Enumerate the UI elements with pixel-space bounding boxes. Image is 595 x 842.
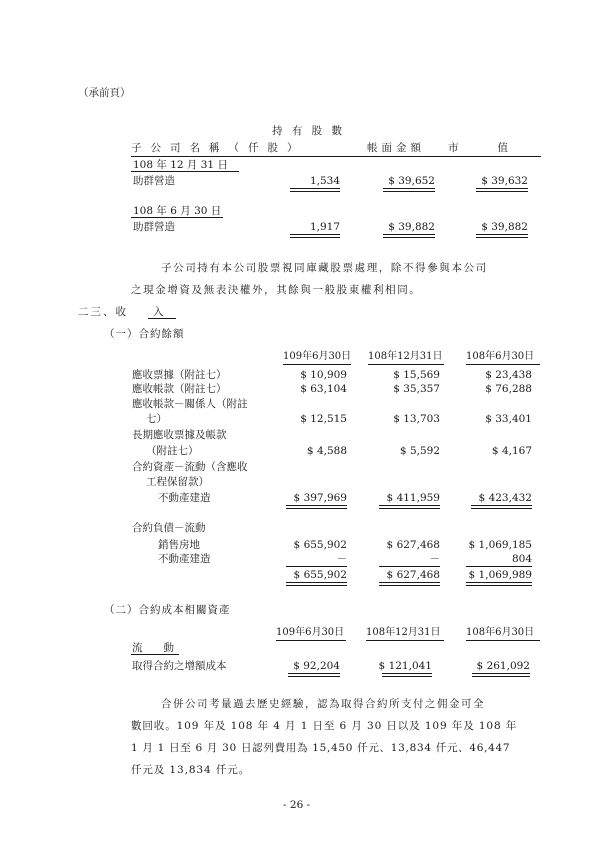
row2-market: $ 39,882	[481, 221, 528, 233]
row-notes-receivable: 應收票據（附註七）	[132, 369, 227, 381]
final-para-line-4: 仟元及 13,834 仟元。	[131, 764, 251, 776]
cb-header-2020-06-30: 109年6月30日	[283, 351, 352, 362]
cb-r3-c1: $ 12,515	[300, 413, 347, 425]
cb-total-c1: $ 655,902	[293, 569, 347, 581]
row-lt-receivable-label1: 長期應收票據及帳款	[132, 429, 227, 441]
cc-c3: $ 261,092	[476, 660, 530, 672]
cc-rule-2	[382, 673, 432, 677]
header-rule	[131, 156, 541, 157]
row-lt-receivable-label2: （附註七）	[146, 445, 199, 457]
contract-asset-label1: 合約資產－流動（含應收	[132, 461, 248, 473]
cb-r3-c3: $ 33,401	[485, 413, 532, 425]
date-2019-06-30: 108 年 6 月 30 日	[133, 205, 222, 217]
cb-liab1-c3: $ 1,069,185	[468, 539, 532, 551]
cb-r2-c1: $ 63,104	[300, 383, 347, 395]
cb-total-c3: $ 1,069,989	[468, 569, 532, 581]
cb-liab1-c2: $ 627,468	[386, 539, 440, 551]
row-accounts-receivable: 應收帳款（附註七）	[132, 383, 227, 395]
cb-header-rule-2	[368, 364, 444, 365]
cc-rule-3	[472, 673, 530, 677]
shares-header: 持 有 股 數	[272, 125, 346, 137]
row1-shares-rule	[290, 188, 340, 192]
cb-header-rule-1	[283, 364, 351, 365]
row2-book-rule	[383, 234, 435, 238]
flow-underline	[131, 654, 179, 655]
row1-subsidiary: 助群營造	[133, 175, 175, 187]
cb-r1-c1: $ 10,909	[300, 369, 347, 381]
row2-shares-rule	[290, 234, 340, 238]
cb-header-2019-12-31: 108年12月31日	[368, 351, 443, 362]
cb-liab1-c1: $ 655,902	[293, 539, 347, 551]
cb-asset-c3: $ 423,432	[478, 492, 532, 504]
cb-r1-c2: $ 15,569	[393, 369, 440, 381]
cb-total-rule-3	[466, 582, 532, 586]
cb-liab2-c3: 804	[511, 553, 532, 565]
contract-cost-title: （二）合約成本相關資產	[104, 604, 231, 616]
row2-book: $ 39,882	[388, 221, 435, 233]
cb-sum-rule-1	[286, 566, 347, 567]
cb-total-rule-2	[379, 582, 440, 586]
row1-book: $ 39,652	[388, 175, 435, 187]
row2-market-rule	[476, 234, 528, 238]
cc-rule-1	[288, 673, 340, 677]
cb-asset-c2: $ 411,959	[386, 492, 440, 504]
flow-label: 流 動	[132, 642, 174, 654]
cb-sum-rule-2	[379, 566, 440, 567]
section-title: 二三、收 入	[78, 306, 166, 318]
continued-label: （承前頁）	[78, 87, 131, 99]
contract-asset-label3: 不動產建造	[158, 492, 211, 504]
cb-r3-c2: $ 13,703	[393, 413, 440, 425]
liab-row1-label: 銷售房地	[158, 539, 200, 551]
cb-liab2-c2: －	[429, 553, 440, 565]
cb-r4-c2: $ 5,592	[399, 445, 440, 457]
note-para-line-2: 之現金增資及無表決權外，其餘與一般股東權利相同。	[131, 284, 422, 296]
cb-asset-rule-2	[379, 505, 440, 509]
cb-total-rule-1	[286, 582, 347, 586]
row-ar-related-label1: 應收帳款－關係人（附註	[132, 398, 248, 410]
cb-sum-rule-3	[466, 566, 532, 567]
cc-c2: $ 121,041	[378, 660, 432, 672]
row1-shares: 1,534	[309, 175, 340, 187]
cb-asset-rule-3	[471, 505, 532, 509]
row1-book-rule	[383, 188, 435, 192]
final-para-line-2: 數回收。109 年及 108 年 4 月 1 日至 6 月 30 日以及 109 年及 108 年	[131, 720, 518, 732]
contract-liability-label: 合約負債－流動	[132, 522, 206, 534]
cb-asset-c1: $ 397,969	[293, 492, 347, 504]
cb-liab2-c1: －	[336, 553, 347, 565]
cb-asset-rule-1	[286, 505, 347, 509]
cc-header-2020-06-30: 109年6月30日	[276, 627, 345, 638]
row1-market-rule	[476, 188, 528, 192]
cb-r2-c3: $ 76,288	[485, 383, 532, 395]
cc-header-rule-2	[366, 640, 444, 641]
cc-header-rule-1	[276, 640, 346, 641]
cb-r1-c3: $ 23,438	[485, 369, 532, 381]
section-underline	[148, 318, 176, 319]
cc-header-2019-12-31: 108年12月31日	[366, 627, 441, 638]
cc-header-2019-06-30: 108年6月30日	[466, 627, 535, 638]
cc-header-rule-3	[466, 640, 540, 641]
date-2019-12-31: 108 年 12 月 31 日	[133, 159, 228, 171]
row2-shares: 1,917	[309, 221, 340, 233]
incremental-cost-label: 取得合約之增額成本	[132, 660, 227, 672]
row1-market: $ 39,632	[481, 175, 528, 187]
cb-r4-c3: $ 4,167	[491, 445, 532, 457]
cb-r4-c1: $ 4,588	[306, 445, 347, 457]
cc-c1: $ 92,204	[293, 660, 340, 672]
cb-header-rule-3	[466, 364, 540, 365]
final-para-line-3: 1 月 1 日至 6 月 30 日認列費用為 15,450 仟元、13,834 仟元、46,447	[131, 742, 511, 754]
final-para-line-1: 合併公司考量過去歷史經驗，認為取得合約所支付之佣金可全	[161, 698, 485, 710]
page-number: - 26 -	[283, 799, 311, 811]
row2-subsidiary: 助群營造	[133, 221, 175, 233]
liab-row2-label: 不動產建造	[158, 553, 211, 565]
cb-header-2019-06-30: 108年6月30日	[466, 351, 535, 362]
cb-total-c2: $ 627,468	[386, 569, 440, 581]
col-market-value: 市 值	[448, 142, 514, 154]
col-book-value: 帳面金額	[367, 142, 425, 154]
date-underline-2	[131, 217, 223, 218]
date-underline	[131, 171, 239, 172]
contract-asset-label2: 工程保留款）	[146, 476, 209, 488]
note-para-line-1: 子公司持有本公司股票視同庫藏股票處理，除不得參與本公司	[161, 262, 488, 274]
cb-r2-c2: $ 35,357	[393, 383, 440, 395]
contract-balance-title: （一）合約餘額	[104, 328, 185, 340]
col-subsidiary-name: 子公司名稱（仟股）	[131, 142, 307, 154]
row-ar-related-label2: 七）	[146, 413, 167, 425]
